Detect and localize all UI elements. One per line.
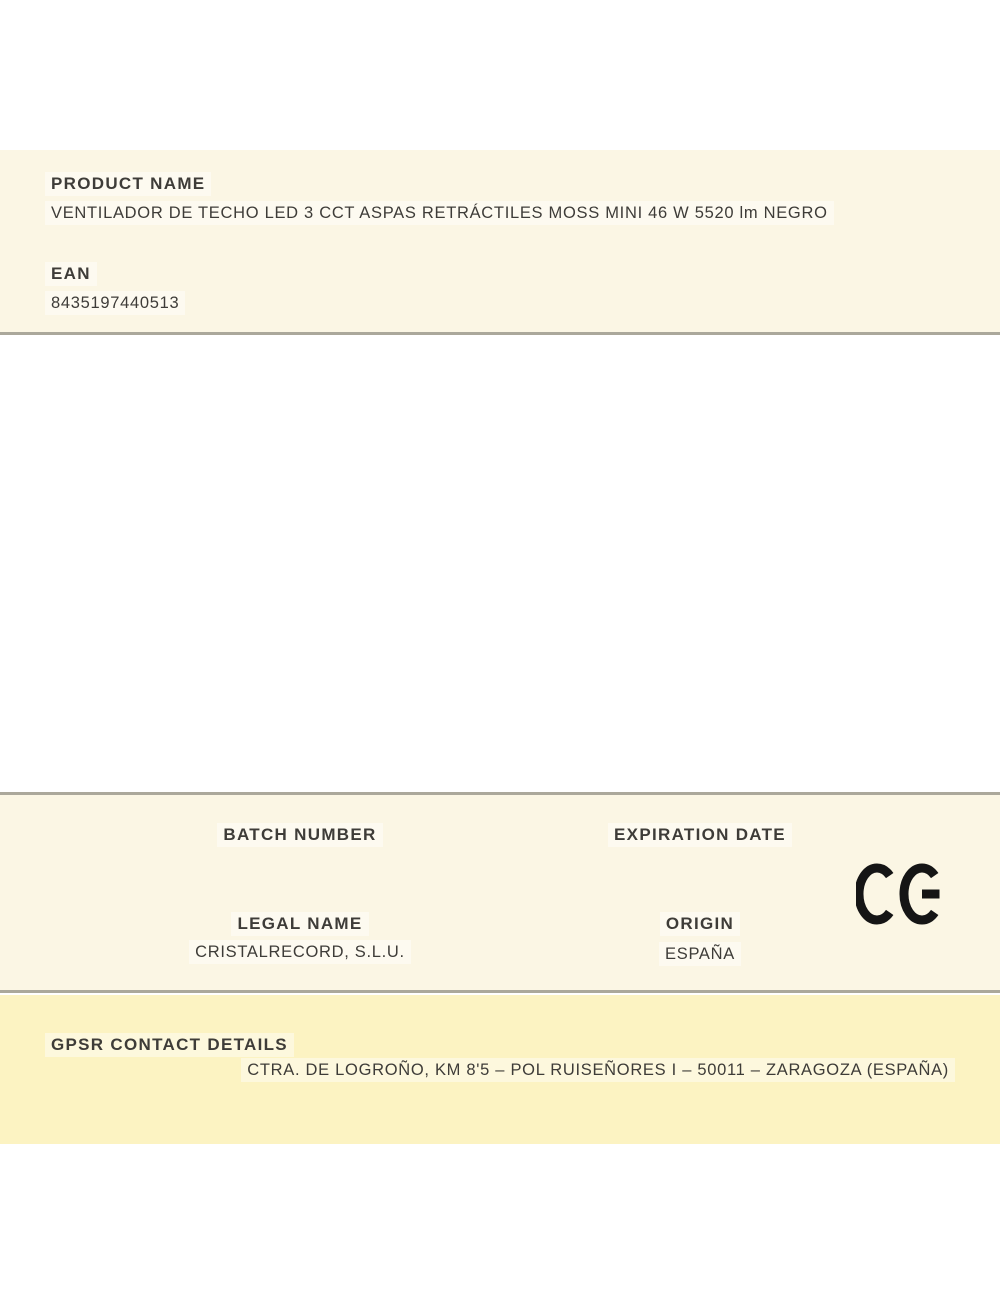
legal-name-value-text: CRISTALRECORD, S.L.U.: [189, 940, 411, 964]
origin-value: [500, 942, 900, 966]
ean-value-text: 8435197440513: [45, 291, 185, 315]
product-info-band: [0, 150, 1000, 335]
ean-value: [51, 291, 185, 315]
legal-name-value: [100, 940, 500, 964]
origin-value-text: ESPAÑA: [659, 942, 741, 966]
product-name-value-text: VENTILADOR DE TECHO LED 3 CCT ASPAS RETRÁCTILES MOSS MINI 46 W 5520 lm NEGRO: [45, 201, 834, 225]
gpsr-contact-label-text: GPSR CONTACT DETAILS: [45, 1033, 294, 1057]
origin-label-text: ORIGIN: [660, 912, 740, 936]
expiration-date-label-text: EXPIRATION DATE: [608, 823, 792, 847]
expiration-date-label: [500, 823, 900, 847]
gpsr-contact-label: [51, 1033, 294, 1057]
ce-marking-icon: [856, 863, 944, 925]
gpsr-contact-band: [0, 995, 1000, 1144]
legal-name-label: [100, 912, 500, 936]
batch-info-band: [0, 792, 1000, 993]
product-name-label: [51, 172, 211, 196]
gpsr-address-text: CTRA. DE LOGROÑO, KM 8'5 – POL RUISEÑORES I – 50011 – ZARAGOZA (ESPAÑA): [241, 1058, 955, 1082]
product-name-value: [51, 201, 834, 225]
batch-number-label: [100, 823, 500, 847]
origin-label: [500, 912, 900, 936]
ean-label: [51, 262, 97, 286]
batch-number-label-text: BATCH NUMBER: [217, 823, 382, 847]
ean-label-text: EAN: [45, 262, 97, 286]
product-name-label-text: PRODUCT NAME: [45, 172, 211, 196]
legal-name-label-text: LEGAL NAME: [231, 912, 368, 936]
gpsr-address: [0, 1058, 1000, 1082]
